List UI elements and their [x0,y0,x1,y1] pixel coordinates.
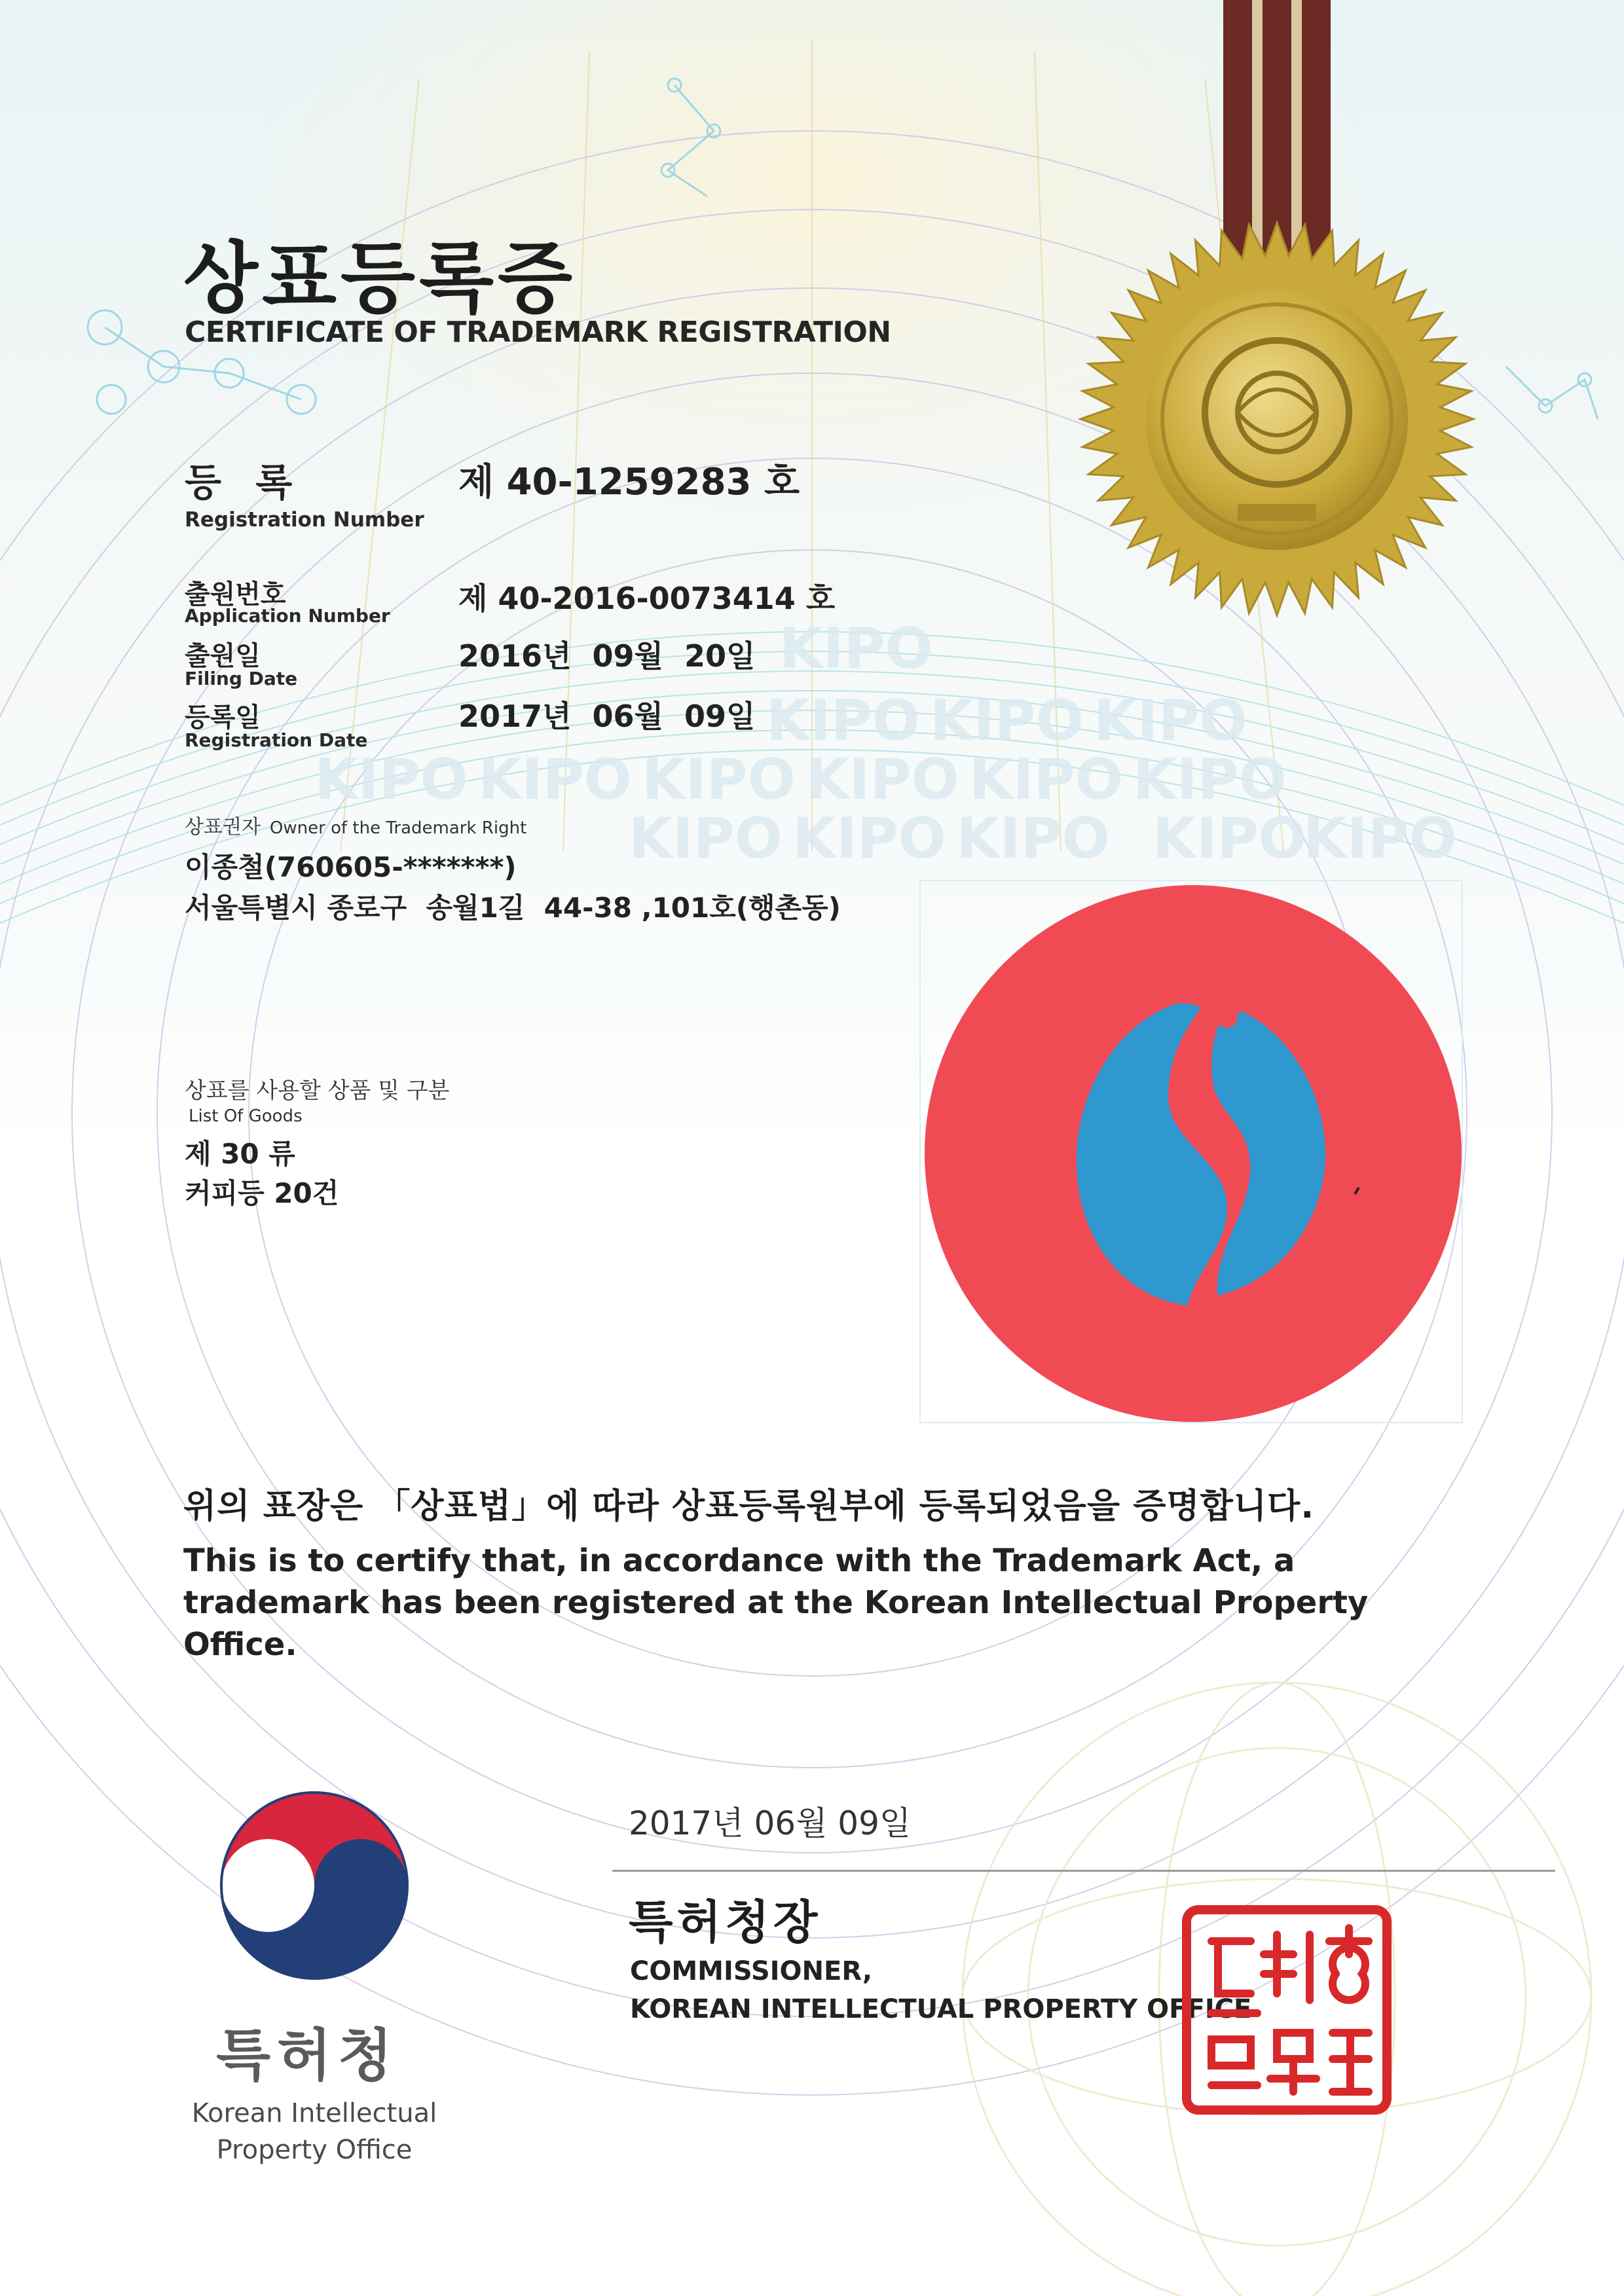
kipo-name-english [157,2095,471,2168]
issue-date: 2017년 06월 09일 [629,1804,912,1842]
signature-divider [612,1870,1555,1872]
certificate-title-korean: 상표등록증 [183,233,576,323]
owner-address: 서울특별시 종로구 송월1길 44-38 ,101호(행촌동) [185,892,841,924]
commissioner-title-english [630,1952,1251,2028]
kipo-name-english-line1: Korean Intellectual [191,2098,437,2128]
svg-text:KIPO: KIPO [766,688,920,754]
registration-number-value: 제 40-1259283 호 [458,461,800,503]
svg-text:KIPO: KIPO [969,747,1123,812]
owner-label [185,811,526,839]
svg-text:KIPO: KIPO [792,806,946,871]
svg-text:KIPO: KIPO [1303,806,1457,871]
trademark-logo [919,880,1463,1423]
owner-name: 이종철(760605-*******) [185,851,517,883]
svg-text:KIPO: KIPO [1153,806,1306,871]
svg-text:KIPO: KIPO [1133,747,1287,812]
gold-seal [1074,216,1480,622]
svg-text:KIPO: KIPO [314,747,468,812]
goods-class: 제 30 류 [185,1138,295,1170]
svg-text:KIPO: KIPO [956,806,1110,871]
filing-date-label-korean: 출원일 [185,641,261,671]
registration-date-label-english: Registration Date [185,729,368,751]
goods-items: 커피등 20건 [185,1177,339,1209]
svg-text:KIPO: KIPO [642,747,796,812]
certification-statement-english: This is to certify that, in accordance with the Trademark Act, a trademark has been registered at the Korean Intellectual Property Office. [183,1542,1369,1663]
svg-text:KIPO: KIPO [1094,688,1247,754]
commissioner-title-korean: 특허청장 [629,1895,822,1949]
goods-label-korean: 상표를 사용할 상품 및 구분 [185,1078,450,1104]
svg-text:KIPO: KIPO [629,806,783,871]
svg-text:KIPO: KIPO [930,688,1084,754]
application-number-label-english: Application Number [185,605,390,627]
kipo-name-english-line2: Property Office [216,2135,413,2165]
goods-label-english: List Of Goods [189,1106,303,1126]
registration-number-label-english: Registration Number [185,508,424,532]
certificate-title-english: CERTIFICATE OF TRADEMARK REGISTRATION [185,316,891,349]
filing-date-label-english: Filing Date [185,668,298,689]
taegeuk-logo-icon [216,1787,413,1984]
svg-text:KIPO: KIPO [805,747,959,812]
registration-date-label-korean: 등록일 [185,702,261,733]
commissioner-title-english-line1: COMMISSIONER, [630,1956,873,1986]
owner-label-english: Owner of the Trademark Right [269,818,527,838]
kipo-name-korean: 특허청 [216,2023,399,2088]
owner-label-korean: 상표권자 [185,816,261,839]
official-red-stamp [1179,1902,1395,2118]
application-number-label-korean: 출원번호 [185,579,286,610]
commissioner-title-english-line2: KOREAN INTELLECTUAL PROPERTY OFFICE [630,1994,1252,2024]
svg-text:KIPO: KIPO [779,616,933,682]
svg-text:KIPO: KIPO [478,747,632,812]
filing-date-value: 2016년 09월 20일 [458,638,756,674]
application-number-value: 제 40-2016-0073414 호 [458,581,836,616]
registration-number-label-korean: 등 록 [185,460,303,505]
certification-statement-korean: 위의 표장은 「상표법」에 따라 상표등록원부에 등록되었음을 증명합니다. [183,1487,1315,1526]
registration-date-value: 2017년 06월 09일 [458,699,756,734]
